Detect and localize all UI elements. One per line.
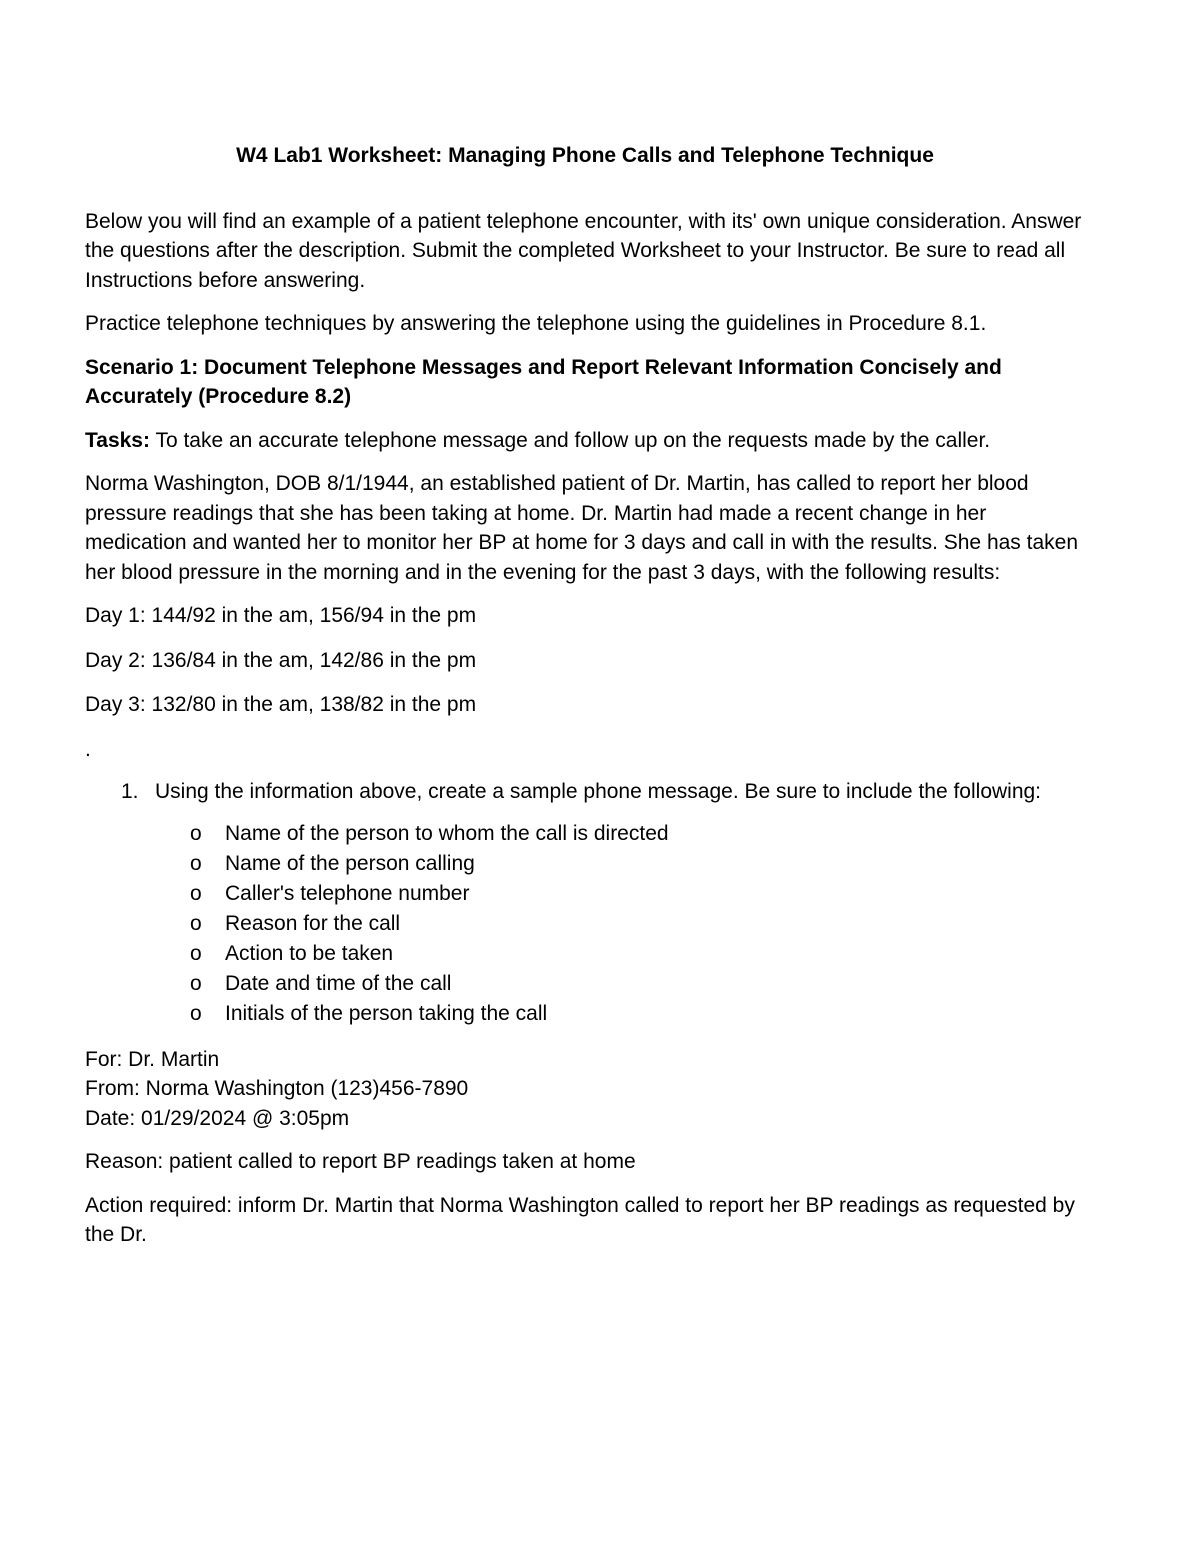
page-title: W4 Lab1 Worksheet: Managing Phone Calls and Telephone Technique <box>236 144 934 167</box>
list-item: o Action to be taken <box>190 939 1085 969</box>
list-item: o Date and time of the call <box>190 969 1085 999</box>
message-for: For: Dr. Martin <box>85 1047 220 1071</box>
bp-reading-day-3: Day 3: 132/80 in the am, 138/82 in the pm <box>85 693 477 716</box>
worksheet-page <box>85 141 1085 1264</box>
phone-message-header <box>85 1045 1085 1134</box>
bullet-icon: o <box>190 881 202 905</box>
bullet-icon: o <box>190 911 202 935</box>
bullet-icon: o <box>190 971 202 995</box>
list-item: o Reason for the call <box>190 909 1085 939</box>
question-text: Using the information above, create a sample phone message. Be sure to include the following: <box>155 780 1042 803</box>
tasks-paragraph <box>85 426 1085 456</box>
bullet-icon: o <box>190 851 202 875</box>
question-number: 1. <box>121 780 139 803</box>
list-item: o Name of the person to whom the call is directed <box>190 819 1085 849</box>
required-fields-list <box>85 819 1085 1029</box>
list-item: o Initials of the person taking the call <box>190 999 1085 1029</box>
bullet-icon: o <box>190 941 202 965</box>
message-action: Action required: inform Dr. Martin that Norma Washington called to report her BP readings as requested by the Dr. <box>85 1193 1075 1246</box>
message-from: From: Norma Washington (123)456-7890 <box>85 1077 469 1100</box>
narrative-paragraph: Norma Washington, DOB 8/1/1944, an established patient of Dr. Martin, has called to report her blood pressure readings that she has been taking at home. Dr. Martin had made a recent change in her medication and wanted her to monitor her BP at home for 3 days and call in with the results. She has taken her blood pressure in the morning and in the evening for the past 3 days, with the following results: <box>85 472 1079 584</box>
list-item: o Name of the person calling <box>190 849 1085 879</box>
bp-reading-day-2: Day 2: 136/84 in the am, 142/86 in the pm <box>85 648 477 672</box>
intro-paragraph: Below you will find an example of a patient telephone encounter, with its' own unique consideration. Answer the questions after the description. Submit the completed Worksheet to your Instructor. Be sure to read all Instructions before answering. <box>85 209 1082 292</box>
bullet-icon: o <box>190 1001 202 1025</box>
scenario-heading: Scenario 1: Document Telephone Messages and Report Relevant Information Concisely and Accurately (Procedure 8.2) <box>85 355 1002 408</box>
bp-reading-day-1: Day 1: 144/92 in the am, 156/94 in the pm <box>85 604 477 627</box>
tasks-label: Tasks: <box>85 428 150 452</box>
tasks-text: To take an accurate telephone message and follow up on the requests made by the caller. <box>149 428 991 452</box>
question-1 <box>85 777 1085 807</box>
bullet-icon: o <box>190 821 202 845</box>
practice-paragraph: Practice telephone techniques by answering the telephone using the guidelines in Procedure 8.1. <box>85 312 987 335</box>
list-item: o Caller's telephone number <box>190 879 1085 909</box>
stray-dot: . <box>85 737 91 761</box>
message-reason: Reason: patient called to report BP readings taken at home <box>85 1150 636 1173</box>
message-date: Date: 01/29/2024 @ 3:05pm <box>85 1106 350 1130</box>
